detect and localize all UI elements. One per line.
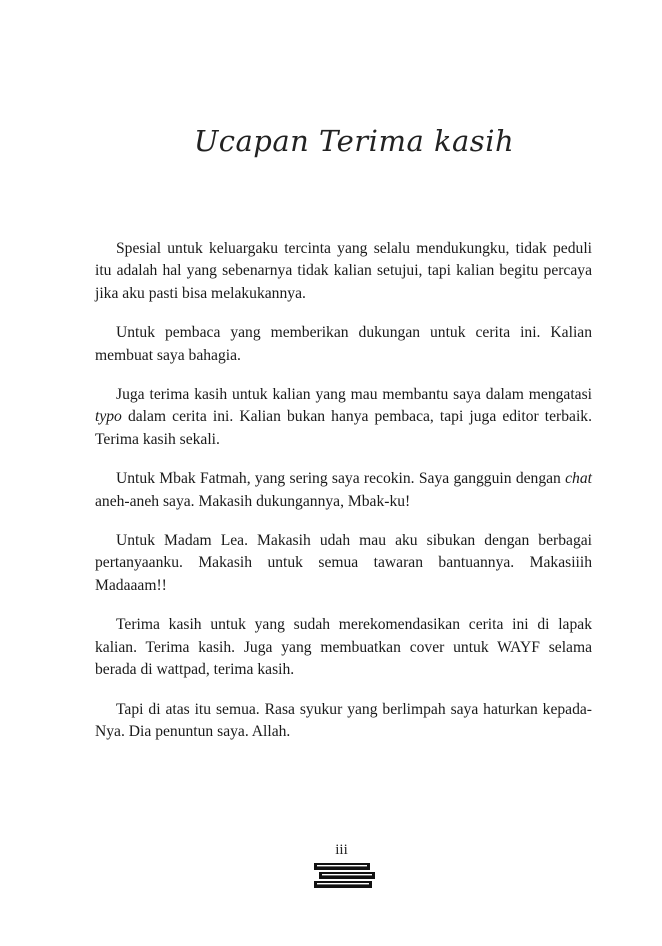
acknowledgement-text: [95, 238, 592, 760]
paragraph-text: aneh-aneh saya. Makasih dukungannya, Mbak-ku!: [95, 492, 411, 510]
paragraph-text: Terima kasih untuk yang sudah merekomendasikan cerita ini di lapak kalian. Terima kasih. Juga yang membuatkan cover untuk WAYF selama berada di wattpad, terima kasih.: [95, 616, 592, 679]
paragraph: [95, 468, 592, 513]
paragraph: [95, 614, 592, 681]
page-number: iii: [335, 842, 348, 858]
stacked-books-icon: [312, 862, 378, 888]
paragraph: [95, 699, 592, 744]
paragraph-text: Spesial untuk keluargaku tercinta yang selalu mendukungku, tidak peduli itu adalah hal yang sebenarnya tidak kalian setujui, tapi kalian begitu percaya jika aku pasti bisa melakukannya.: [95, 240, 592, 302]
paragraph: [95, 322, 592, 367]
paragraph-text: Tapi di atas itu semua. Rasa syukur yang berlimpah saya haturkan kepada-Nya. Dia penuntun saya. Allah.: [95, 700, 592, 740]
paragraph: [95, 530, 592, 597]
paragraph: [95, 384, 592, 451]
paragraph: [95, 238, 592, 305]
paragraph-text: Untuk pembaca yang memberikan dukungan untuk cerita ini. Kalian membuat saya bahagia.: [95, 324, 592, 364]
paragraph-text: Untuk Madam Lea. Makasih udah mau aku sibukan dengan berbagai pertanyaanku. Makasih untuk semua tawaran bantuannya. Makasiiih Madaaam!!: [95, 532, 592, 594]
italic-term: typo: [95, 408, 122, 426]
italic-term: chat: [565, 470, 592, 488]
paragraph-text: Juga terima kasih untuk kalian yang mau membantu saya dalam mengatasi: [116, 386, 592, 404]
page-title: Ucapan Terima kasih: [193, 124, 515, 158]
paragraph-text: dalam cerita ini. Kalian bukan hanya pembaca, tapi juga editor terbaik. Terima kasih sekali.: [95, 408, 592, 448]
paragraph-text: Untuk Mbak Fatmah, yang sering saya recokin. Saya gangguin dengan: [116, 470, 566, 488]
